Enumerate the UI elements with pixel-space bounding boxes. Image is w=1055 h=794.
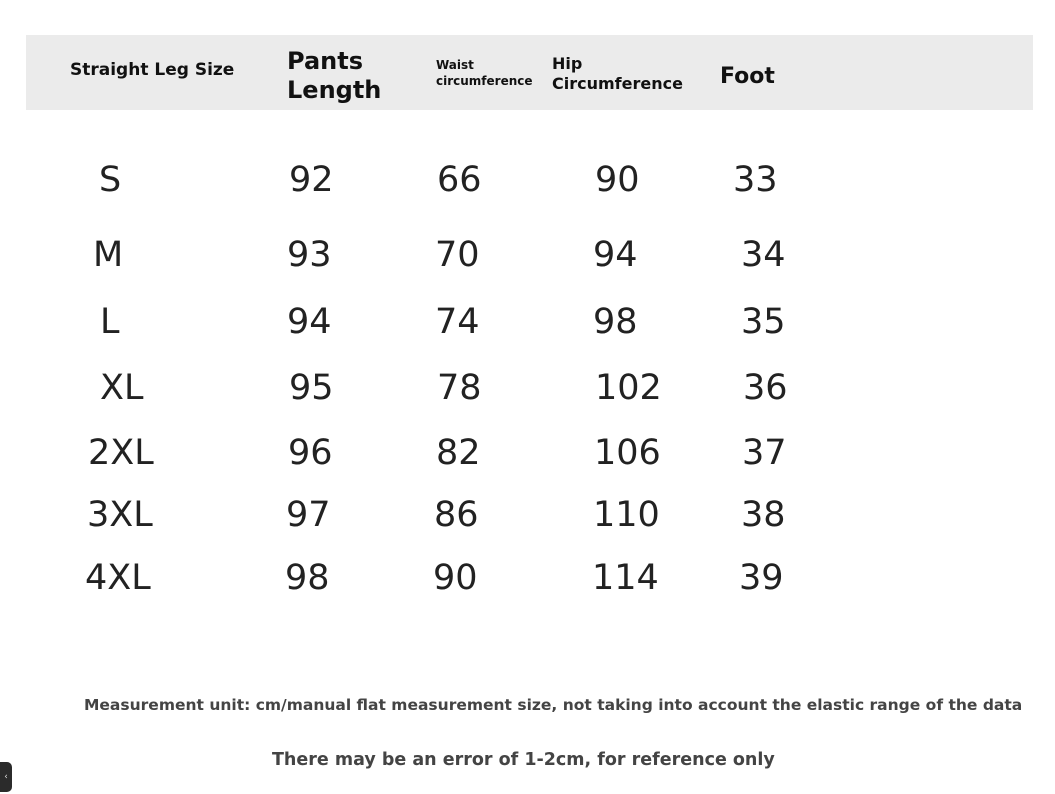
cell-size: 3XL — [87, 495, 153, 535]
cell-foot: 37 — [742, 433, 787, 473]
error-disclaimer-note: There may be an error of 1-2cm, for reference only — [272, 750, 775, 770]
cell-foot: 39 — [739, 558, 784, 598]
header-foot: Foot — [720, 64, 775, 89]
cell-length: 94 — [287, 302, 332, 342]
cell-waist: 90 — [433, 558, 478, 598]
cell-waist: 74 — [435, 302, 480, 342]
header-hip-circumference: Hip Circumference — [552, 54, 683, 93]
cell-waist: 70 — [435, 235, 480, 275]
cell-length: 92 — [289, 160, 334, 200]
cell-foot: 34 — [741, 235, 786, 275]
cell-hip: 110 — [593, 495, 660, 535]
cell-size: L — [100, 302, 120, 342]
cell-length: 97 — [286, 495, 331, 535]
cell-foot: 36 — [743, 368, 788, 408]
cell-hip: 106 — [594, 433, 661, 473]
measurement-unit-note: Measurement unit: cm/manual flat measurement size, not taking into account the elastic range of the data — [84, 696, 1023, 714]
cell-length: 95 — [289, 368, 334, 408]
cell-waist: 86 — [434, 495, 479, 535]
header-waist-circumference: Waist circumference — [436, 58, 533, 88]
header-size: Straight Leg Size — [70, 60, 235, 80]
cell-foot: 33 — [733, 160, 778, 200]
cell-hip: 102 — [595, 368, 662, 408]
cell-size: XL — [100, 368, 144, 408]
cell-size: M — [93, 235, 124, 275]
corner-tab-button[interactable] — [0, 762, 12, 792]
cell-waist: 82 — [436, 433, 481, 473]
chevron-left-icon: ‹ — [4, 772, 8, 782]
cell-waist: 78 — [437, 368, 482, 408]
cell-size: 2XL — [88, 433, 154, 473]
cell-hip: 90 — [595, 160, 640, 200]
cell-waist: 66 — [437, 160, 482, 200]
cell-hip: 98 — [593, 302, 638, 342]
cell-length: 98 — [285, 558, 330, 598]
cell-hip: 114 — [592, 558, 659, 598]
cell-hip: 94 — [593, 235, 638, 275]
cell-foot: 35 — [741, 302, 786, 342]
cell-length: 93 — [287, 235, 332, 275]
cell-size: 4XL — [85, 558, 151, 598]
header-pants-length: Pants Length — [287, 47, 382, 104]
cell-foot: 38 — [741, 495, 786, 535]
cell-length: 96 — [288, 433, 333, 473]
cell-size: S — [99, 160, 122, 200]
